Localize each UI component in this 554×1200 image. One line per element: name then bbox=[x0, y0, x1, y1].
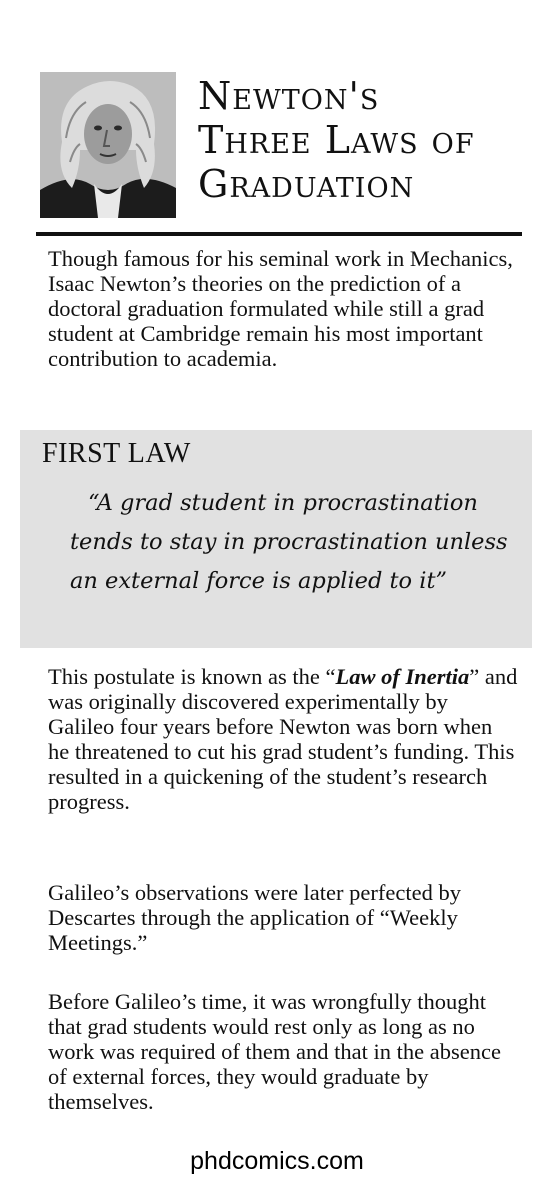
page-title bbox=[198, 74, 538, 206]
law-heading: FIRST LAW bbox=[42, 438, 191, 469]
isaac-newton-portrait-icon bbox=[40, 72, 176, 218]
newton-portrait bbox=[40, 72, 176, 218]
site-credit: phdcomics.com bbox=[190, 1147, 364, 1175]
paragraph-text: ” and was originally discovered experimentally by Galileo four years before Newton was born when he threatened to cut his grad student’s funding. This resulted in a quickening of the student’s research progress. bbox=[48, 664, 518, 814]
intro-paragraph: Though famous for his seminal work in Mechanics, Isaac Newton’s theories on the prediction of a doctoral graduation formulated while still a grad student at Cambridge remain his most important contribution to academia. bbox=[48, 246, 513, 371]
header-divider bbox=[36, 232, 522, 236]
law-quote: “A grad student in procrastination tends to stay in procrastination unless an external force is applied to it” bbox=[70, 490, 508, 594]
explanation-paragraph-1 bbox=[48, 664, 518, 814]
explanation-paragraph-3: Before Galileo’s time, it was wrongfully thought that grad students would rest only as long as no work was required of them and that in the absence of external forces, they would graduate by themselves. bbox=[48, 989, 501, 1114]
first-law-box bbox=[20, 430, 532, 648]
title-line: Three Laws of bbox=[198, 118, 475, 162]
title-line: Newton's bbox=[198, 74, 380, 118]
law-of-inertia-emphasis: Law of Inertia bbox=[335, 664, 470, 689]
title-line: Graduation bbox=[198, 162, 415, 206]
explanation-paragraph-2: Galileo’s observations were later perfected by Descartes through the application of “Weekly Meetings.” bbox=[48, 880, 461, 955]
paragraph-text: This postulate is known as the “ bbox=[48, 664, 336, 689]
